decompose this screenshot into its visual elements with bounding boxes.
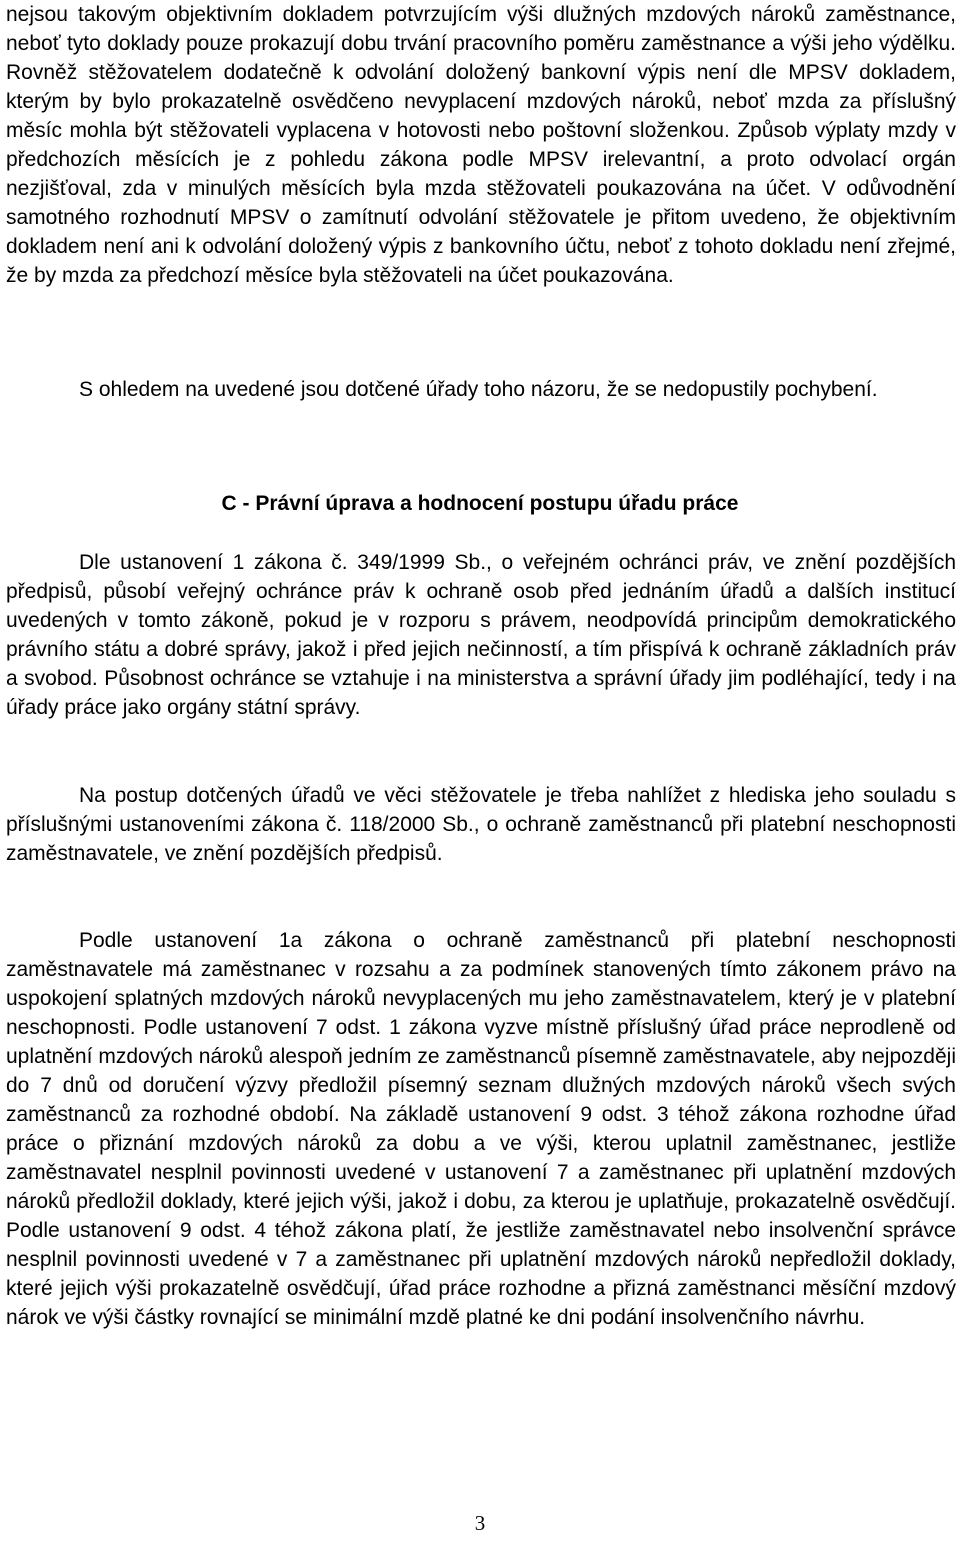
paragraph-applicable-law: Na postup dotčených úřadů ve věci stěžovatele je třeba nahlížet z hlediska jeho souladu s příslušnými ustanoveními zákona č. 118/2000 Sb., o ochraně zaměstnanců při platební neschopnosti zaměstnavatele, ve znění pozdějších předpisů. xyxy=(6,784,956,865)
paragraph-insolvency-law: Podle ustanovení 1a zákona o ochraně zaměstnanců při platební neschopnosti zaměstnavatele má zaměstnanec v rozsahu a za podmínek stanovených tímto zákonem právo na uspokojení splatných mzdových nároků nevyplacených mu jeho zaměstnavatelem, který je v platební neschopnosti. Podle ustanovení 7 odst. 1 zákona vyzve místně příslušný úřad práce neprodleně od uplatnění mzdových nároků alespoň jedním ze zaměstnanců písemně zaměstnavatele, aby nejpozději do 7 dnů od doručení výzvy předložil písemný seznam dlužných mzdových nároků všech svých zaměstnanců za rozhodné období. Na základě ustanovení 9 odst. 3 téhož zákona rozhodne úřad práce o přiznání mzdových nároků za dobu a ve výši, kterou uplatnil zaměstnanec, jestliže zaměstnavatel nesplnil povinnosti uvedené v ustanovení 7 a zaměstnanec při uplatnění mzdových nároků předložil doklady, které jejich výši, jakož i dobu, za kterou je uplatňuje, prokazatelně osvědčují. Podle ustanovení 9 odst. 4 téhož zákona platí, že jestliže zaměstnavatel nebo insolvenční správce nesplnil povinnosti uvedené v 7 a zaměstnanec při uplatnění mzdových nároků nepředložil doklady, které jejich výši prokazatelně osvědčují, úřad práce rozhodne a přizná zaměstnanci měsíční mzdový nárok ve výši částky rovnající se minimální mzdě platné ke dni podání insolvenčního návrhu. xyxy=(6,929,956,1329)
paragraph-continuation: nejsou takovým objektivním dokladem potvrzujícím výši dlužných mzdových nároků zaměstnance, neboť tyto doklady pouze prokazují dobu trvání pracovního poměru zaměstnance a výši jeho výdělku. Rovněž stěžovatelem dodatečně k odvolání doložený bankovní výpis není dle MPSV dokladem, kterým by bylo prokazatelně osvědčeno nevyplacení mzdových nároků, neboť mzda za příslušný měsíc mohla být stěžovateli vyplacena v hotovosti nebo poštovní složenkou. Způsob výplaty mzdy v předchozích měsících je z pohledu zákona podle MPSV irelevantní, a proto odvolací orgán nezjišťoval, zda v minulých měsících byla mzda stěžovateli poukazována na účet. V odůvodnění samotného rozhodnutí MPSV o zamítnutí odvolání stěžovatele je přitom uvedeno, že objektivním dokladem není ani k odvolání doložený výpis z bankovního účtu, neboť z tohoto dokladu není zřejmé, že by mzda za předchozí měsíce byla stěžovateli na účet poukazována. xyxy=(6,3,956,287)
page-number: 3 xyxy=(474,1511,486,1535)
paragraph-opinion: S ohledem na uvedené jsou dotčené úřady toho názoru, že se nedopustily pochybení. xyxy=(79,378,878,401)
section-heading: C - Právní úprava a hodnocení postupu úřadu práce xyxy=(221,492,739,515)
paragraph-ombudsman-law: Dle ustanovení 1 zákona č. 349/1999 Sb., o veřejném ochránci práv, ve znění pozdějších předpisů, působí veřejný ochránce práv k ochraně osob před jednáním úřadů a dalších institucí uvedených v tomto zákoně, pokud je v rozporu s právem, neodpovídá principům demokratického právního státu a dobré správy, jakož i před jejich nečinností, a tím přispívá k ochraně základních práv a svobod. Působnost ochránce se vztahuje i na ministerstva a správní úřady jim podléhající, tedy i na úřady práce jako orgány státní správy. xyxy=(6,551,956,719)
